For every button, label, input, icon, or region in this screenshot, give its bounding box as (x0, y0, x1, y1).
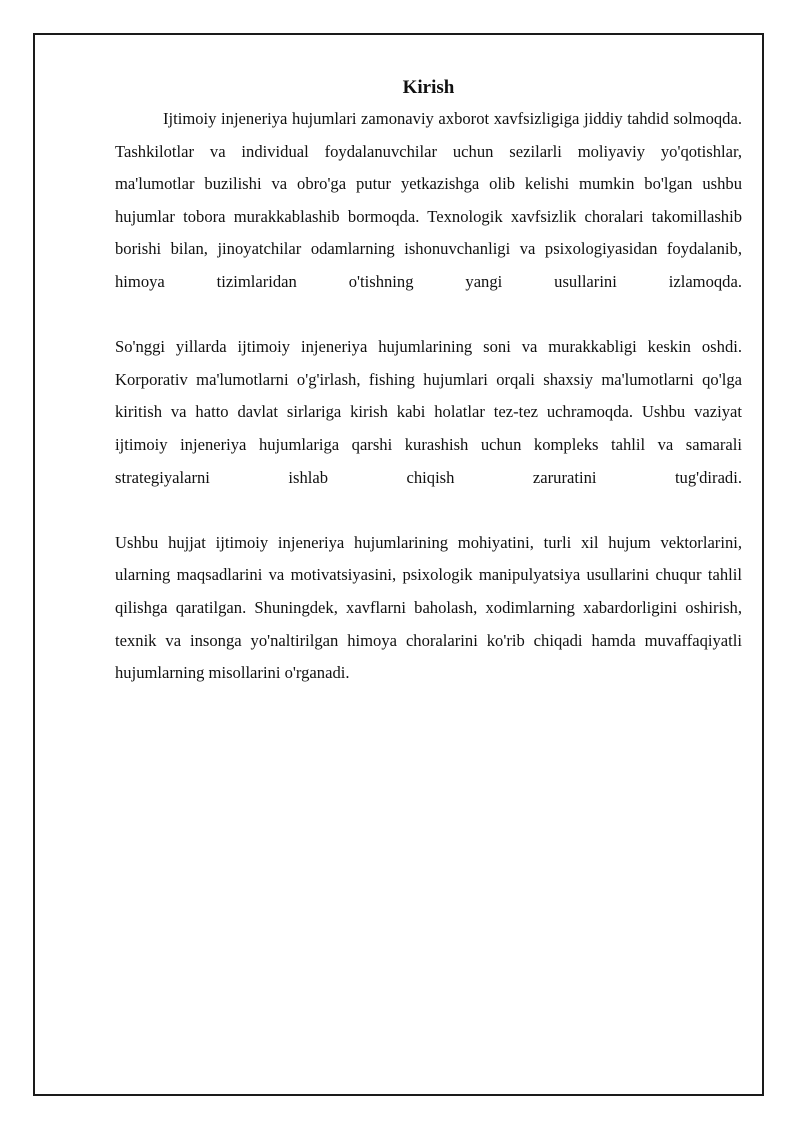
paragraph-3: Ushbu hujjat ijtimoiy injeneriya hujumlarining mohiyatini, turli xil hujum vektorlarini, ularning maqsadlarini va motivatsiyasini, psixologik manipulyatsiya usullarini chuqur tahlil qilishga qaratilgan. Shuningdek, xavflarni baholash, xodimlarning xabardorligini oshirish, texnik va insonga yo'naltirilgan himoya choralarini ko'rib chiqadi hamda muvaffaqiyatli hujumlarning misollarini o'rganadi. (115, 532, 742, 683)
paragraph-1: Ijtimoiy injeneriya hujumlari zamonaviy axborot xavfsizligiga jiddiy tahdid solmoqda. Tashkilotlar va individual foydalanuvchilar uchun sezilarli moliyaviy yo'qotishlar, ma'lumotlar buzilishi va obro'ga putur yetkazishga olib kelishi mumkin bo'lgan ushbu hujumlar tobora murakkablashib bormoqda. Texnologik xavfsizlik choralari takomillashib borishi bilan, jinoyatchilar odamlarning ishonuvchanligi va psixologiyasidan foydalanib, himoya tizimlaridan o'tishning yangi usullarini izlamoqda. (115, 109, 742, 291)
paragraph-gap (115, 299, 742, 332)
paragraph-2: So'nggi yillarda ijtimoiy injeneriya hujumlarining soni va murakkabligi keskin oshdi. Korporativ ma'lumotlarni o'g'irlash, fishing hujumlari orqali shaxsiy ma'lumotlarni qo'lga kiritish va hatto davlat sirlariga kirish kabi holatlar tez-tez uchramoqda. Ushbu vaziyat ijtimoiy injeneriya hujumlariga qarshi kurashish uchun kompleks tahlil va samarali strategiyalarni ishlab chiqish zaruratini tug'diradi. (115, 337, 742, 487)
document-title: Kirish (402, 77, 455, 98)
paragraph-gap (115, 494, 742, 527)
document-body (115, 74, 742, 690)
